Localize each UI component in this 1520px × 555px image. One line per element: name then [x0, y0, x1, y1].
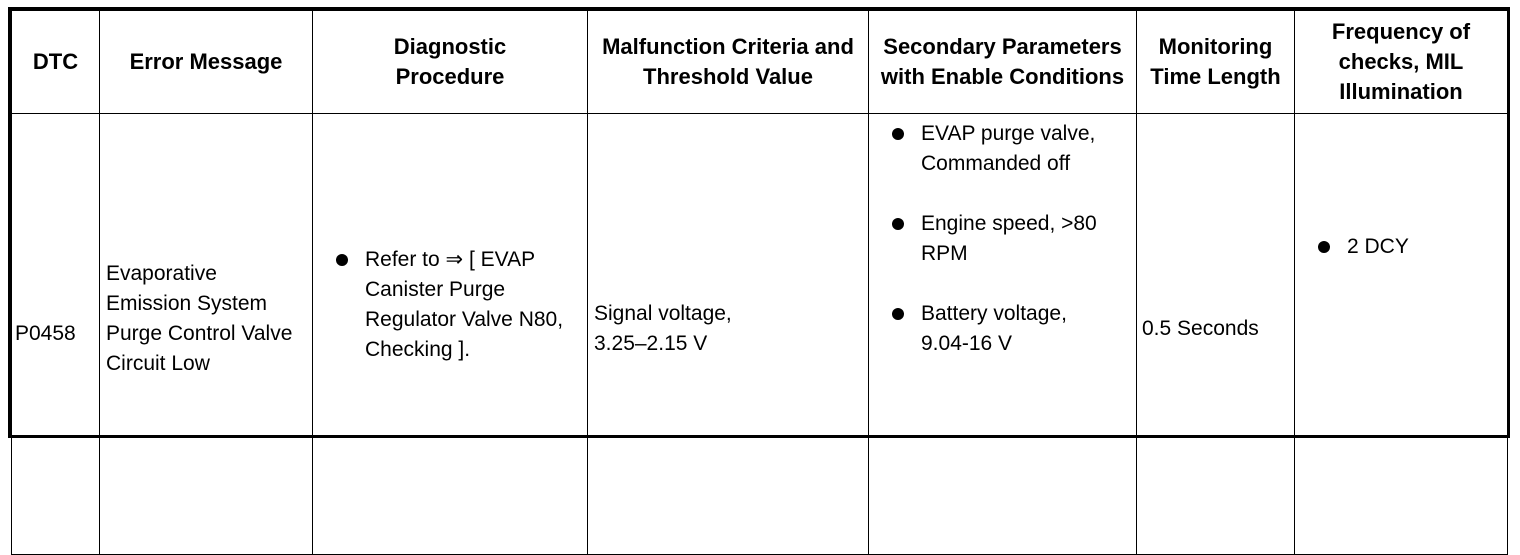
bullet-icon: [1318, 241, 1330, 253]
secondary-parameter-text: Engine speed, >80 RPM: [921, 212, 1097, 265]
list-item: [1295, 232, 1507, 262]
list-item: [313, 245, 587, 365]
secondary-parameter-text: Battery voltage, 9.04-16 V: [921, 302, 1067, 355]
frequency-text: 2 DCY: [1347, 235, 1409, 258]
header-monitoring-time: Monitoring Time Length: [1137, 11, 1295, 114]
cell-monitoring-time: 0.5 Seconds: [1137, 114, 1295, 555]
procedure-text: Refer to ⇒ [ EVAP Canister Purge Regulator Valve N80, Checking ].: [365, 248, 564, 361]
header-malfunction-criteria: Malfunction Criteria and Threshold Value: [588, 11, 869, 114]
cell-error-message: Evaporative Emission System Purge Control Valve Circuit Low: [100, 114, 313, 555]
frequency-list: [1295, 232, 1507, 262]
header-row: [12, 11, 1508, 114]
cell-secondary-parameters: [869, 114, 1137, 555]
secondary-parameters-list: [869, 119, 1136, 359]
header-secondary-parameters: Secondary Parameters with Enable Conditions: [869, 11, 1137, 114]
header-frequency: Frequency of checks, MIL Illumination: [1295, 11, 1508, 114]
list-item: [869, 119, 1106, 179]
bullet-icon: [336, 254, 348, 266]
bullet-icon: [892, 218, 904, 230]
cell-diagnostic-procedure: [313, 114, 588, 555]
dtc-table: [11, 10, 1508, 555]
secondary-parameter-text: EVAP purge valve, Commanded off: [921, 122, 1096, 175]
procedure-list: [313, 245, 587, 365]
cell-dtc: P0458: [12, 114, 100, 555]
dtc-table-frame: [8, 7, 1510, 438]
bullet-icon: [892, 128, 904, 140]
cell-frequency: [1295, 114, 1508, 555]
list-item: [869, 299, 1106, 359]
header-diagnostic-procedure: Diagnostic Procedure: [313, 11, 588, 114]
header-dtc: DTC: [12, 11, 100, 114]
table-row: [12, 114, 1508, 555]
cell-malfunction-criteria: Signal voltage, 3.25–2.15 V: [588, 114, 869, 555]
header-error-message: Error Message: [100, 11, 313, 114]
list-item: [869, 209, 1106, 269]
bullet-icon: [892, 308, 904, 320]
